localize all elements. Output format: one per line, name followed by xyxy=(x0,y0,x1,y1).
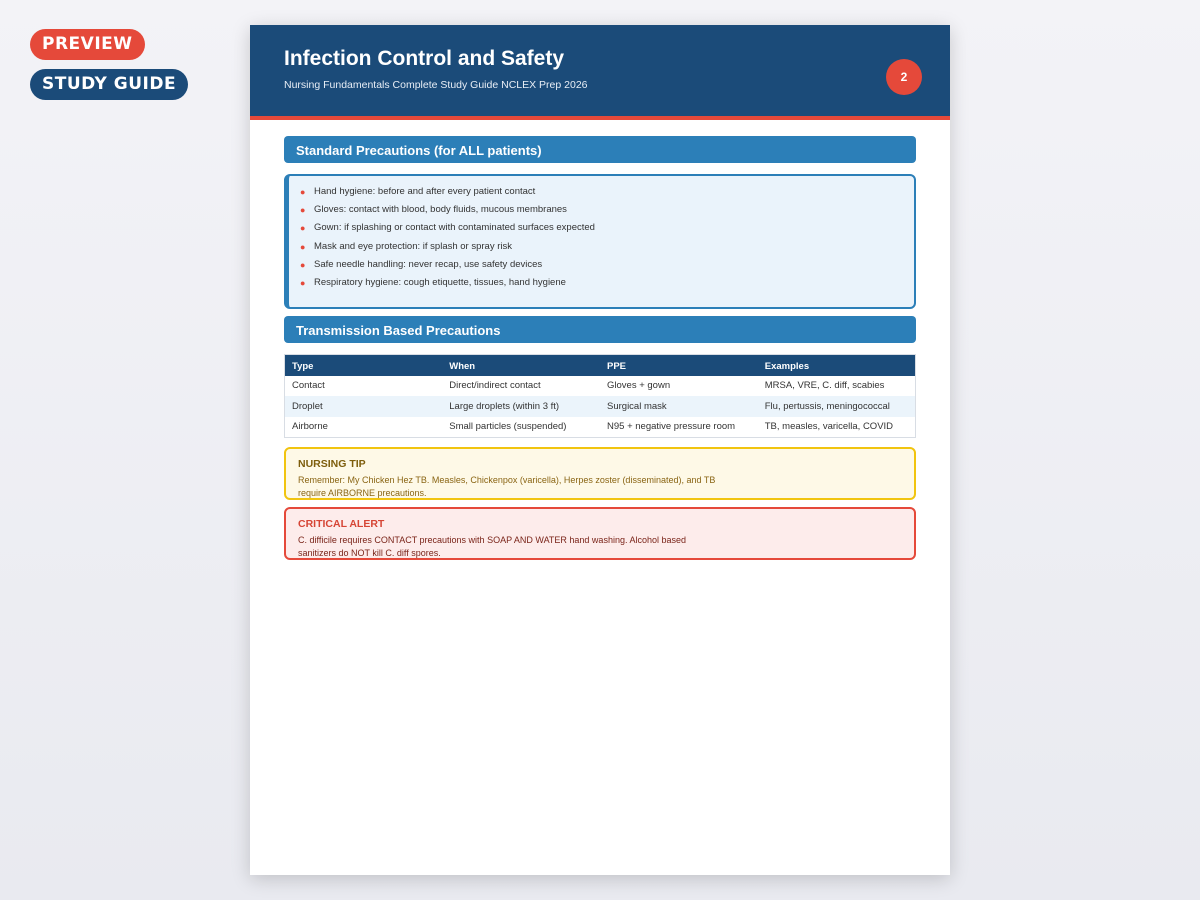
critical-alert-text: C. difficile requires CONTACT precautions with SOAP AND WATER hand washing. Alcohol based sanitizers do NOT kill C. diff spores. xyxy=(298,535,687,558)
transmission-precautions-heading: Transmission Based Precautions xyxy=(284,316,916,343)
document-page xyxy=(250,25,950,875)
table-cell: Large droplets (within 3 ft) xyxy=(442,396,600,417)
bullet-icon: ● xyxy=(300,259,306,270)
list-item-text: Gloves: contact with blood, body fluids, mucous membranes xyxy=(314,204,567,216)
nursing-tip-title: NURSING TIP xyxy=(298,458,366,470)
column-header-type: Type xyxy=(285,355,443,376)
page-title: Infection Control and Safety xyxy=(284,47,565,70)
bullet-icon: ● xyxy=(300,223,306,234)
standard-precautions-list-box xyxy=(284,174,916,309)
bullet-icon: ● xyxy=(300,205,306,216)
nursing-tip-callout xyxy=(284,447,916,500)
table-cell: Contact xyxy=(292,380,325,392)
table-row xyxy=(285,376,916,397)
table-cell: Small particles (suspended) xyxy=(449,421,567,433)
page-subtitle: Nursing Fundamentals Complete Study Guide NCLEX Prep 2026 xyxy=(284,79,588,91)
table-cell: Direct/indirect contact xyxy=(449,380,541,392)
bullet-icon: ● xyxy=(300,277,306,288)
list-item-text: Hand hygiene: before and after every patient contact xyxy=(314,186,536,197)
critical-alert-title: CRITICAL ALERT xyxy=(298,518,385,530)
standard-precautions-heading: Standard Precautions (for ALL patients) xyxy=(284,136,916,163)
bullet-icon: ● xyxy=(300,187,306,197)
standard-precautions-list xyxy=(289,176,914,292)
table-cell: N95 + negative pressure room xyxy=(607,421,736,433)
table-cell: TB, measles, varicella, COVID xyxy=(764,421,894,433)
page-header xyxy=(250,25,950,116)
critical-alert-callout xyxy=(284,507,916,560)
table-cell: Surgical mask xyxy=(600,396,758,417)
list-item-text: Safe needle handling: never recap, use safety devices xyxy=(314,258,543,270)
list-item-text: Mask and eye protection: if splash or spray risk xyxy=(314,240,513,252)
study-guide-badge: STUDY GUIDE xyxy=(30,69,188,100)
bullet-icon: ● xyxy=(300,241,306,252)
header-accent-rule xyxy=(250,116,950,120)
list-item-text: Respiratory hygiene: cough etiquette, tissues, hand hygiene xyxy=(314,276,566,288)
nursing-tip-text: Remember: My Chicken Hez TB. Measles, Chickenpox (varicella), Herpes zoster (disseminated), and TB require AIRBORNE precautions. xyxy=(298,475,716,498)
table-cell: Droplet xyxy=(285,396,443,417)
page-number-badge: 2 xyxy=(886,59,922,95)
list-item xyxy=(300,219,914,237)
column-header-ppe: PPE xyxy=(600,355,758,376)
column-header-examples: Examples xyxy=(758,355,916,376)
column-header-when: When xyxy=(442,355,600,376)
table-row xyxy=(285,417,916,438)
table-cell: MRSA, VRE, C. diff, scabies xyxy=(764,380,885,392)
list-item xyxy=(300,238,914,256)
table-row xyxy=(285,396,916,417)
list-item-text: Gown: if splashing or contact with contaminated surfaces expected xyxy=(314,222,595,234)
list-item xyxy=(300,201,914,219)
list-item xyxy=(300,183,914,201)
table-cell: Flu, pertussis, meningococcal xyxy=(758,396,916,417)
table-cell: Gloves + gown xyxy=(607,380,671,392)
table-header-row xyxy=(285,355,916,376)
table-cell: Airborne xyxy=(292,421,328,433)
list-item xyxy=(300,256,914,274)
list-item xyxy=(300,274,914,292)
preview-badge: PREVIEW xyxy=(30,29,145,60)
transmission-precautions-table xyxy=(284,354,916,438)
